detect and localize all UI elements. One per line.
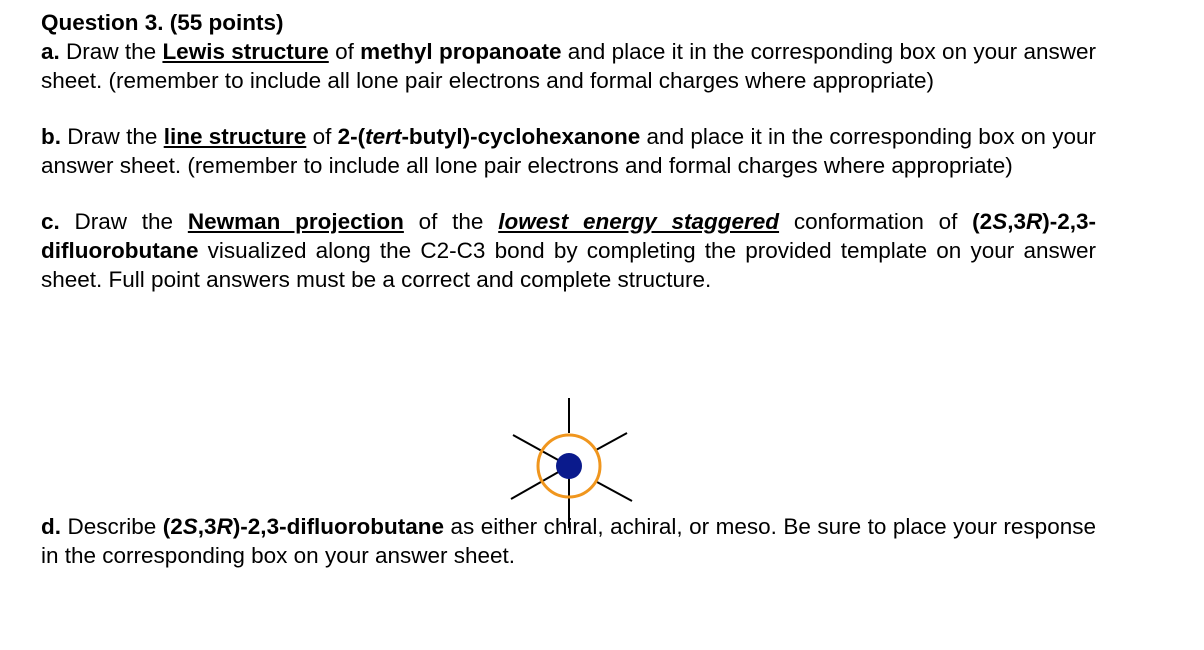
part-c-text-3: conformation of — [779, 209, 973, 234]
question-title: Question 3. (55 points) — [41, 10, 284, 35]
compound-d-2: ,3 — [197, 514, 217, 539]
part-c-text-2: of the — [403, 209, 499, 234]
compound-c-s: S — [992, 209, 1008, 234]
back-bonds — [569, 398, 632, 501]
compound-d-s: S — [182, 514, 198, 539]
line-structure-term: line structure — [163, 124, 307, 149]
compound-d-1: (2 — [162, 514, 183, 539]
front-bonds — [511, 435, 569, 528]
part-b-text-2: of — [306, 124, 338, 149]
part-d-label: d. — [41, 514, 61, 539]
part-a-text-3: and place it in the corresponding box on your answer sheet. (remember to include all lone pair electrons and formal charges where appropriate) — [41, 39, 1096, 93]
part-c-text — [41, 207, 1096, 294]
part-d-text-2: as either chiral, achiral, or meso. Be sure to place your response in the corresponding box on your answer sheet. — [41, 514, 1096, 568]
compound-c-2: ,3 — [1007, 209, 1026, 234]
compound-b-tert: tert — [365, 124, 402, 149]
part-b-label: b. — [41, 124, 61, 149]
part-b-text — [41, 122, 1096, 180]
back-bond-upper-right — [596, 433, 627, 450]
part-c-label: c. — [41, 209, 60, 234]
compound-d-3: )-2,3-difluorobutane — [232, 514, 445, 539]
compound-d-r: R — [216, 514, 233, 539]
newman-projection-template — [496, 388, 646, 538]
part-d-text-1: Describe — [61, 514, 163, 539]
compound-b-2: -butyl)-cyclohexanone — [401, 124, 641, 149]
part-a-text-1: Draw the — [59, 39, 163, 64]
compound-d-term — [163, 514, 444, 539]
lewis-structure-term: Lewis structure — [162, 39, 329, 64]
compound-c-3: )-2,3-difluorobutane — [41, 209, 1096, 263]
part-a-text-2: of — [328, 39, 361, 64]
compound-b-1: 2-( — [337, 124, 366, 149]
part-a-label: a. — [41, 39, 60, 64]
compound-c-r: R — [1025, 209, 1043, 234]
lowest-energy-staggered-text: lowest energy staggered — [498, 209, 780, 234]
lowest-energy-staggered-term — [498, 209, 779, 234]
newman-projection-term: Newman projection — [187, 209, 404, 234]
part-a-text — [41, 37, 1096, 95]
part-c-text-1: Draw the — [59, 209, 188, 234]
back-bond-lower-right — [597, 482, 632, 501]
part-c-text-4: visualized along the C2-C3 bond by completing the provided template on your answer sheet. Full point answers must be a correct and complete structure. — [41, 238, 1096, 292]
part-b-text-3: and place it in the corresponding box on your answer sheet. (remember to include all lone pair electrons and formal charges where appropriate) — [41, 124, 1096, 178]
compound-b-term — [338, 124, 641, 149]
front-carbon-dot — [556, 453, 582, 479]
part-b-text-1: Draw the — [61, 124, 164, 149]
methyl-propanoate-term: methyl propanoate — [360, 39, 562, 64]
compound-c-1: (2 — [972, 209, 993, 234]
